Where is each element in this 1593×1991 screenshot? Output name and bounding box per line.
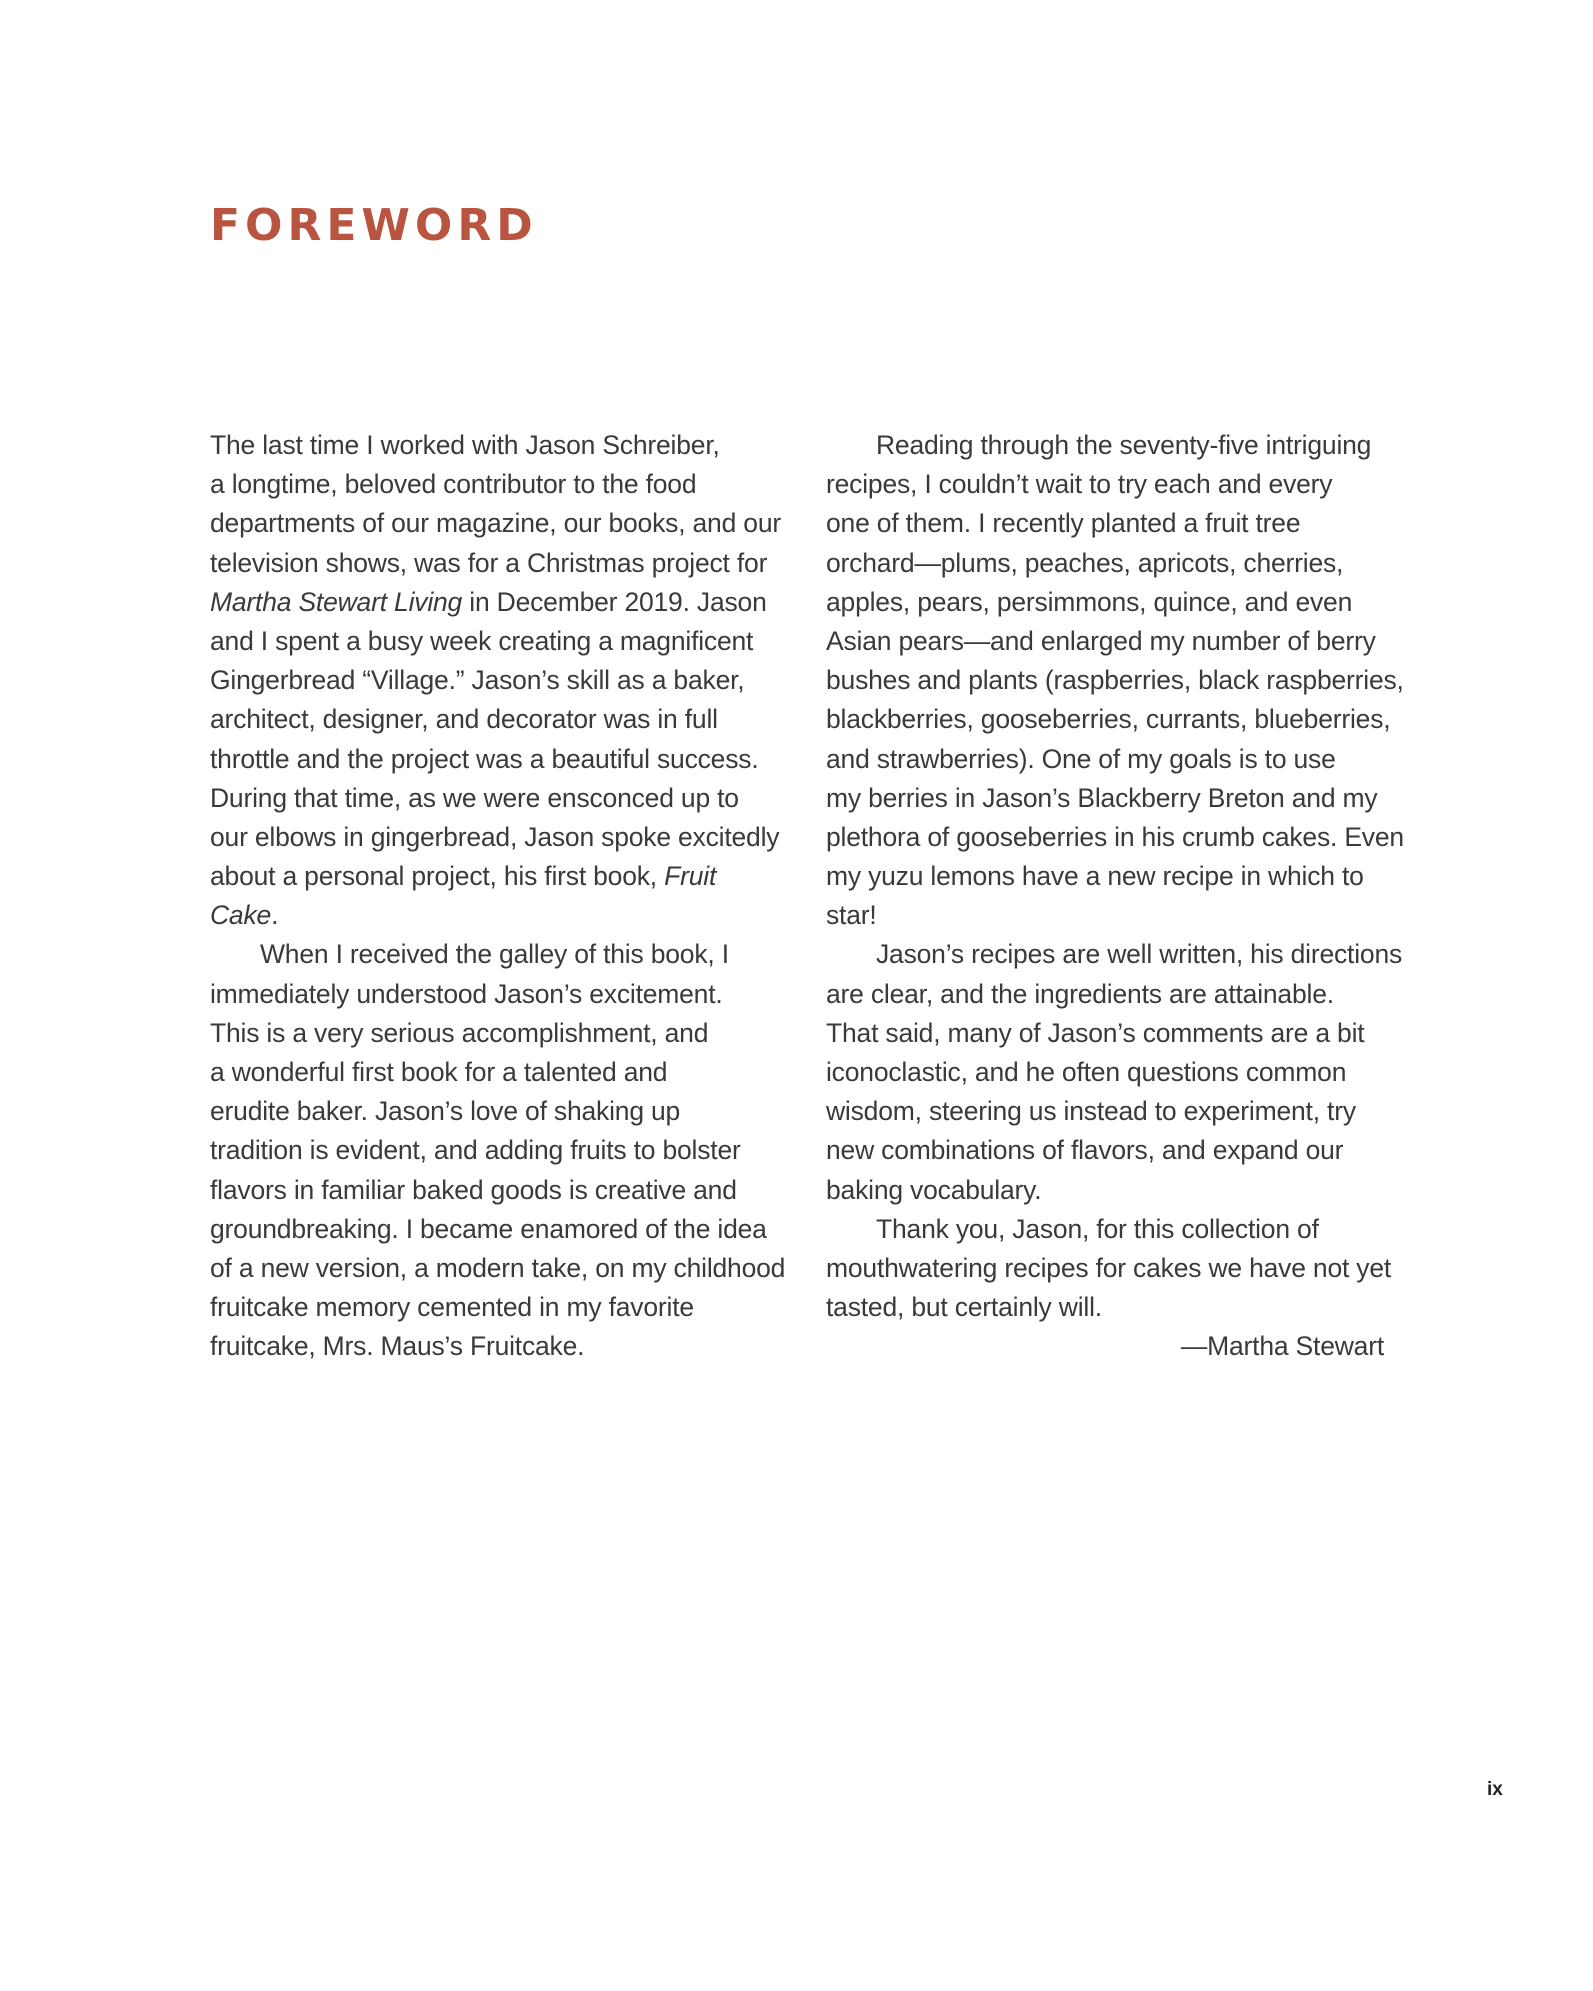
text-line: departments of our magazine, our books, and our [210, 508, 781, 539]
right-column [826, 426, 1404, 1367]
text-line: one of them. I recently planted a fruit tree [826, 508, 1301, 539]
text-line: groundbreaking. I became enamored of the idea [210, 1213, 767, 1244]
text-line: flavors in familiar baked goods is creative and [210, 1174, 737, 1205]
text-line: Asian pears—and enlarged my number of berry [826, 625, 1376, 656]
text-line: fruitcake, Mrs. Maus’s Fruitcake. [210, 1331, 585, 1362]
text-segment: . [271, 900, 279, 931]
text-line [210, 857, 780, 896]
text-line: mouthwatering recipes for cakes we have not yet [826, 1252, 1392, 1283]
text-line: my yuzu lemons have a new recipe in which to [826, 861, 1364, 892]
text-line: throttle and the project was a beautiful success. [210, 743, 759, 774]
text-line: Thank you, Jason, for this collection of [876, 1213, 1319, 1244]
text-line: bushes and plants (raspberries, black raspberries, [826, 665, 1404, 696]
paragraph-5 [826, 1210, 1396, 1328]
text-line: The last time I worked with Jason Schreiber, [210, 430, 720, 460]
text-line: When I received the galley of this book, I [260, 939, 729, 970]
text-line: and strawberries). One of my goals is to use [826, 743, 1336, 774]
text-line: a longtime, beloved contributor to the food [210, 469, 697, 500]
book-title: Fruit [664, 861, 717, 892]
paragraph-4 [826, 935, 1403, 1209]
text-line [210, 583, 780, 622]
text-line: Reading through the seventy-five intriguing [876, 430, 1372, 460]
text-line: Gingerbread “Village.” Jason’s skill as a baker, [210, 665, 745, 696]
text-segment: about a personal project, his first book, [210, 861, 665, 892]
text-line: blackberries, gooseberries, currants, blueberries, [826, 704, 1391, 735]
text-line: and I spent a busy week creating a magnificent [210, 625, 754, 656]
paragraph-1 [210, 426, 780, 935]
page-number: ix [1487, 1779, 1503, 1800]
author-signature: —Martha Stewart [1180, 1331, 1384, 1362]
text-line: new combinations of flavors, and expand our [826, 1135, 1344, 1166]
text-line: fruitcake memory cemented in my favorite [210, 1292, 694, 1323]
text-line [210, 896, 780, 935]
text-line: are clear, and the ingredients are attainable. [826, 978, 1334, 1009]
text-line: During that time, as we were ensconced up to [210, 782, 739, 813]
text-line: Jason’s recipes are well written, his directions [876, 939, 1403, 970]
text-line: my berries in Jason’s Blackberry Breton and my [826, 782, 1378, 813]
text-line: apples, pears, persimmons, quince, and even [826, 586, 1353, 617]
paragraph-2 [210, 935, 786, 1366]
text-line: wisdom, steering us instead to experiment, try [826, 1096, 1356, 1127]
text-line: our elbows in gingerbread, Jason spoke excitedly [210, 821, 780, 852]
paragraph-3 [826, 426, 1404, 935]
text-line: This is a very serious accomplishment, and [210, 1017, 709, 1048]
text-segment: in December 2019. Jason [462, 586, 767, 617]
text-line: iconoclastic, and he often questions common [826, 1057, 1347, 1087]
text-line: tasted, but certainly will. [826, 1292, 1102, 1323]
text-line: That said, many of Jason’s comments are a bit [826, 1017, 1365, 1048]
left-column [210, 426, 786, 1367]
text-line: television shows, was for a Christmas project for [210, 547, 768, 578]
text-line: architect, designer, and decorator was in full [210, 704, 718, 735]
text-line: erudite baker. Jason’s love of shaking up [210, 1096, 681, 1127]
text-line: plethora of gooseberries in his crumb cakes. Even [826, 821, 1404, 852]
text-line: a wonderful first book for a talented and [210, 1057, 668, 1087]
text-line: star! [826, 900, 877, 931]
book-title: Cake [210, 900, 272, 931]
magazine-title: Martha Stewart Living [210, 586, 463, 617]
text-line: immediately understood Jason’s excitement. [210, 978, 723, 1009]
page-title: FOREWORD [210, 200, 538, 251]
text-line: tradition is evident, and adding fruits to bolster [210, 1135, 741, 1166]
text-line: baking vocabulary. [826, 1174, 1042, 1205]
text-line: recipes, I couldn’t wait to try each and every [826, 469, 1333, 500]
text-line: orchard—plums, peaches, apricots, cherries, [826, 547, 1344, 578]
text-line: of a new version, a modern take, on my childhood [210, 1252, 786, 1283]
